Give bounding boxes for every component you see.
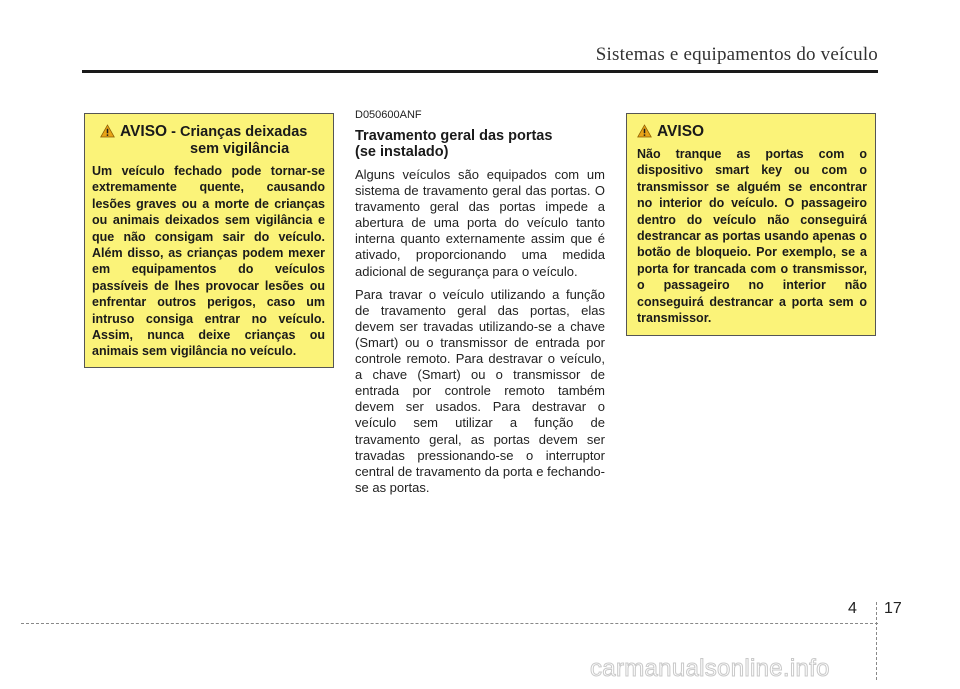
warning-triangle-icon [637, 124, 652, 138]
section-title-line1: Travamento geral das portas [355, 128, 553, 144]
header-divider [82, 70, 878, 73]
warning-label: AVISO [120, 123, 168, 140]
footer-divider [21, 623, 878, 624]
warning-subtitle-line1: - Crianças deixadas [171, 124, 308, 140]
warning-triangle-icon [100, 124, 115, 138]
warning-title [92, 123, 325, 158]
page-number-divider [876, 602, 877, 680]
paragraph: Alguns veículos são equipados com um sistema de travamento geral das portas. O travamento geral das portas impede a abertura de uma porta do veículo tanto interna quanto externamente assim que é ativado, proporcionando uma medida adicional de segurança para o veículo. [355, 167, 605, 279]
document-code: D050600ANF [355, 109, 422, 121]
warning-label: AVISO [657, 123, 705, 140]
warning-body: Um veículo fechado pode tornar-se extremamente quente, causando lesões graves ou a morte de crianças ou animais deixados sem vigilância e que não consigam sair do veículo. Além disso, as crianças podem mexer em equipamentos do veículos passíveis de lhes provocar lesões ou enfrentar outros perigos, caso um intruso consiga entrar no veículo. Assim, nunca deixe crianças ou animais sem vigilância no veículo. [92, 164, 325, 359]
chapter-number: 4 [848, 600, 857, 617]
warning-box-smart-key [626, 113, 876, 336]
main-section [355, 109, 605, 503]
warning-box-children [84, 113, 334, 368]
watermark: carmanualsonline.info [590, 655, 830, 682]
section-title-line2: (se instalado) [355, 144, 449, 160]
page-number: 17 [884, 600, 902, 617]
warning-title [637, 123, 867, 141]
warning-subtitle-line2: sem vigilância [190, 141, 290, 157]
paragraph: Para travar o veículo utilizando a função de travamento geral das portas, elas devem ser travadas utilizando-se a chave (Smart) ou o transmissor de entrada por controle remoto. Para destravar o veículo, a chave (Smart) ou o transmissor de entrada por controle remoto também devem ser usados. Para destravar o veículo sem utilizar a função de travamento geral, as portas devem ser travadas pressionando-se o interruptor central de travamento da porta e fechando-se as portas. [355, 286, 605, 495]
section-title [355, 128, 605, 160]
page-header-title: Sistemas e equipamentos do veículo [595, 44, 878, 65]
warning-body: Não tranque as portas com o dispositivo smart key ou com o transmissor se alguém se encontrar no interior do veículo. O passageiro dentro do veículo não conseguirá destrancar as portas usando apenas o botão de bloqueio. Por exemplo, se a porta for trancada com o transmissor, o passageiro no interior não conseguirá destrancar a porta sem o transmissor. [637, 147, 867, 326]
